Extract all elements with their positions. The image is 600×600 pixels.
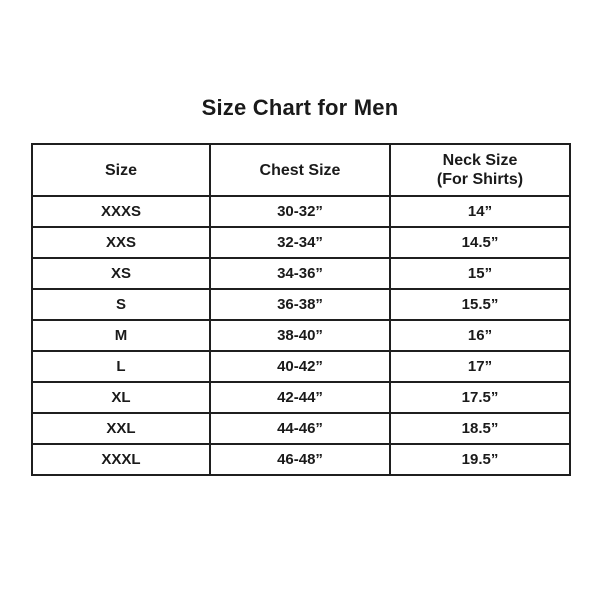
- table-row: [32, 227, 570, 258]
- cell-neck: 16”: [390, 320, 570, 351]
- cell-neck: 17.5”: [390, 382, 570, 413]
- cell-size: XXXL: [32, 444, 210, 475]
- cell-size: L: [32, 351, 210, 382]
- table-row: [32, 413, 570, 444]
- cell-neck: 14”: [390, 196, 570, 227]
- header-size-label: Size: [104, 161, 137, 179]
- page-title: Size Chart for Men: [201, 95, 399, 120]
- table-row: [32, 258, 570, 289]
- cell-neck: 17”: [390, 351, 570, 382]
- header-row: [32, 144, 570, 196]
- header-cell-neck: [390, 144, 570, 196]
- cell-size: XXL: [32, 413, 210, 444]
- cell-chest: 40-42”: [210, 351, 390, 382]
- cell-chest: 46-48”: [210, 444, 390, 475]
- cell-chest: 32-34”: [210, 227, 390, 258]
- cell-neck: 15”: [390, 258, 570, 289]
- table-row: [32, 320, 570, 351]
- table-row: [32, 289, 570, 320]
- cell-chest: 34-36”: [210, 258, 390, 289]
- cell-size: XXS: [32, 227, 210, 258]
- cell-chest: 36-38”: [210, 289, 390, 320]
- cell-chest: 30-32”: [210, 196, 390, 227]
- size-chart-table: [31, 143, 571, 476]
- cell-size: S: [32, 289, 210, 320]
- cell-size: XXXS: [32, 196, 210, 227]
- header-neck-sublabel: (For Shirts): [436, 171, 524, 188]
- cell-size: XS: [32, 258, 210, 289]
- cell-neck: 18.5”: [390, 413, 570, 444]
- header-cell-chest: [210, 144, 390, 196]
- cell-chest: 44-46”: [210, 413, 390, 444]
- table-row: [32, 196, 570, 227]
- header-cell-size: [32, 144, 210, 196]
- cell-neck: 19.5”: [390, 444, 570, 475]
- table-row: [32, 351, 570, 382]
- header-chest-label: Chest Size: [259, 161, 341, 179]
- cell-size: M: [32, 320, 210, 351]
- cell-chest: 42-44”: [210, 382, 390, 413]
- cell-neck: 15.5”: [390, 289, 570, 320]
- table-row: [32, 444, 570, 475]
- cell-chest: 38-40”: [210, 320, 390, 351]
- header-neck-label: Neck Size: [442, 152, 518, 169]
- table-row: [32, 382, 570, 413]
- cell-size: XL: [32, 382, 210, 413]
- cell-neck: 14.5”: [390, 227, 570, 258]
